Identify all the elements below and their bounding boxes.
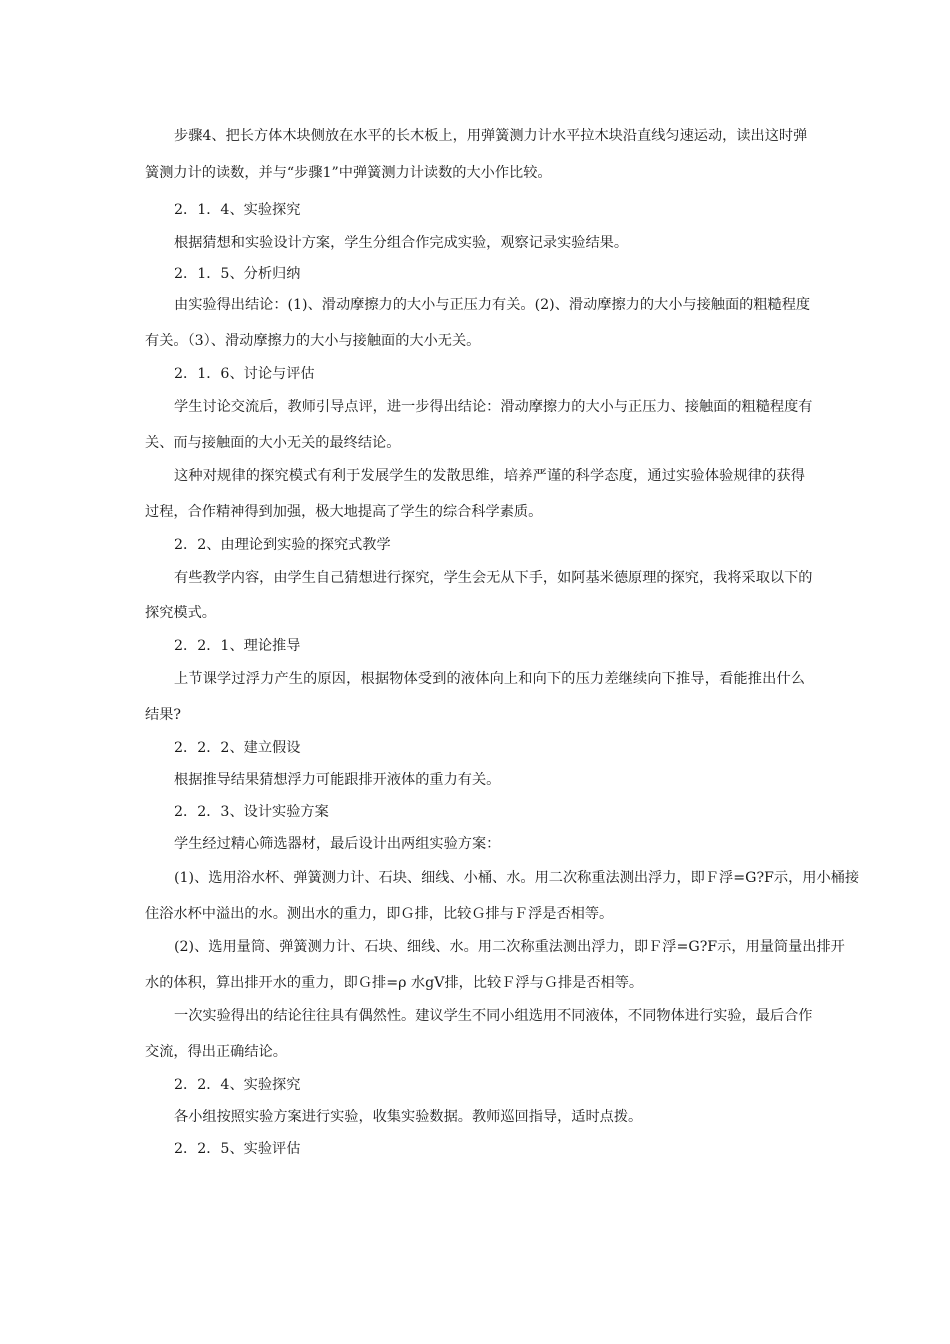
paragraph-line: 簧测力计的读数，并与“步骤1”中弹簧测力计读数的大小作比较。 [145,165,552,181]
paragraph-line: 结果? [145,707,181,723]
paragraph-line: 过程，合作精神得到加强，极大地提高了学生的综合科学素质。 [145,504,543,520]
paragraph-line: 各小组按照实验方案进行实验，收集实验数据。教师巡回指导，适时点拨。 [174,1109,643,1125]
section-heading: 2．1．4、实验探究 [174,202,301,218]
paragraph-line: 住浴水杯中溢出的水。测出水的重力，即Ｇ排，比较Ｇ排与Ｆ浮是否相等。 [145,906,614,922]
paragraph-line: (1)、选用浴水杯、弹簧测力计、石块、细线、小桶、水。用二次称重法测出浮力，即Ｆ浮=G?F示，用小桶接 [174,870,860,886]
paragraph-line: 学生经过精心筛选器材，最后设计出两组实验方案： [174,836,501,852]
section-heading: 2．2．3、设计实验方案 [174,804,329,820]
paragraph-line: (2)、选用量筒、弹簧测力计、石块、细线、水。用二次称重法测出浮力，即Ｆ浮=G?F示，用量筒量出排开 [174,939,845,955]
section-heading: 2．2．2、建立假设 [174,740,301,756]
section-heading: 2．2．1、理论推导 [174,638,301,654]
paragraph-line: 有关。（3）、滑动摩擦力的大小与接触面的大小无关。 [145,333,481,349]
section-heading: 2．2．4、实验探究 [174,1077,301,1093]
paragraph-line: 根据推导结果猜想浮力可能跟排开液体的重力有关。 [174,772,501,788]
paragraph-line: 有些教学内容，由学生自己猜想进行探究，学生会无从下手，如阿基米德原理的探究，我将采取以下的 [174,570,813,586]
section-heading: 2．2．5、实验评估 [174,1141,301,1157]
paragraph-line: 一次实验得出的结论往往具有偶然性。建议学生不同小组选用不同液体，不同物体进行实验，最后合作 [174,1008,813,1024]
paragraph-line: 上节课学过浮力产生的原因，根据物体受到的液体向上和向下的压力差继续向下推导，看能推出什么 [174,671,805,687]
paragraph-line: 学生讨论交流后，教师引导点评，进一步得出结论：滑动摩擦力的大小与正压力、接触面的粗糙程度有 [174,399,813,415]
section-heading: 2．1．5、分析归纳 [174,266,301,282]
paragraph-line: 关、而与接触面的大小无关的最终结论。 [145,435,401,451]
section-heading: 2．1．6、讨论与评估 [174,366,315,382]
paragraph-line: 水的体积，算出排开水的重力，即Ｇ排=ρ 水gV排，比较Ｆ浮与Ｇ排是否相等。 [145,975,644,991]
paragraph-line: 交流，得出正确结论。 [145,1044,287,1060]
paragraph-line: 这种对规律的探究模式有利于发展学生的发散思维，培养严谨的科学态度，通过实验体验规律的获得 [174,468,805,484]
paragraph-line: 根据猜想和实验设计方案，学生分组合作完成实验，观察记录实验结果。 [174,235,629,251]
paragraph-line: 由实验得出结论：(1)、滑动摩擦力的大小与正压力有关。(2)、滑动摩擦力的大小与接触面的粗糙程度 [174,297,811,313]
section-heading: 2．2、由理论到实验的探究式教学 [174,537,391,553]
paragraph-line: 步骤4、把长方体木块侧放在水平的长木板上，用弹簧测力计水平拉木块沿直线匀速运动，读出这时弹 [174,128,808,144]
paragraph-line: 探究模式。 [145,605,216,621]
